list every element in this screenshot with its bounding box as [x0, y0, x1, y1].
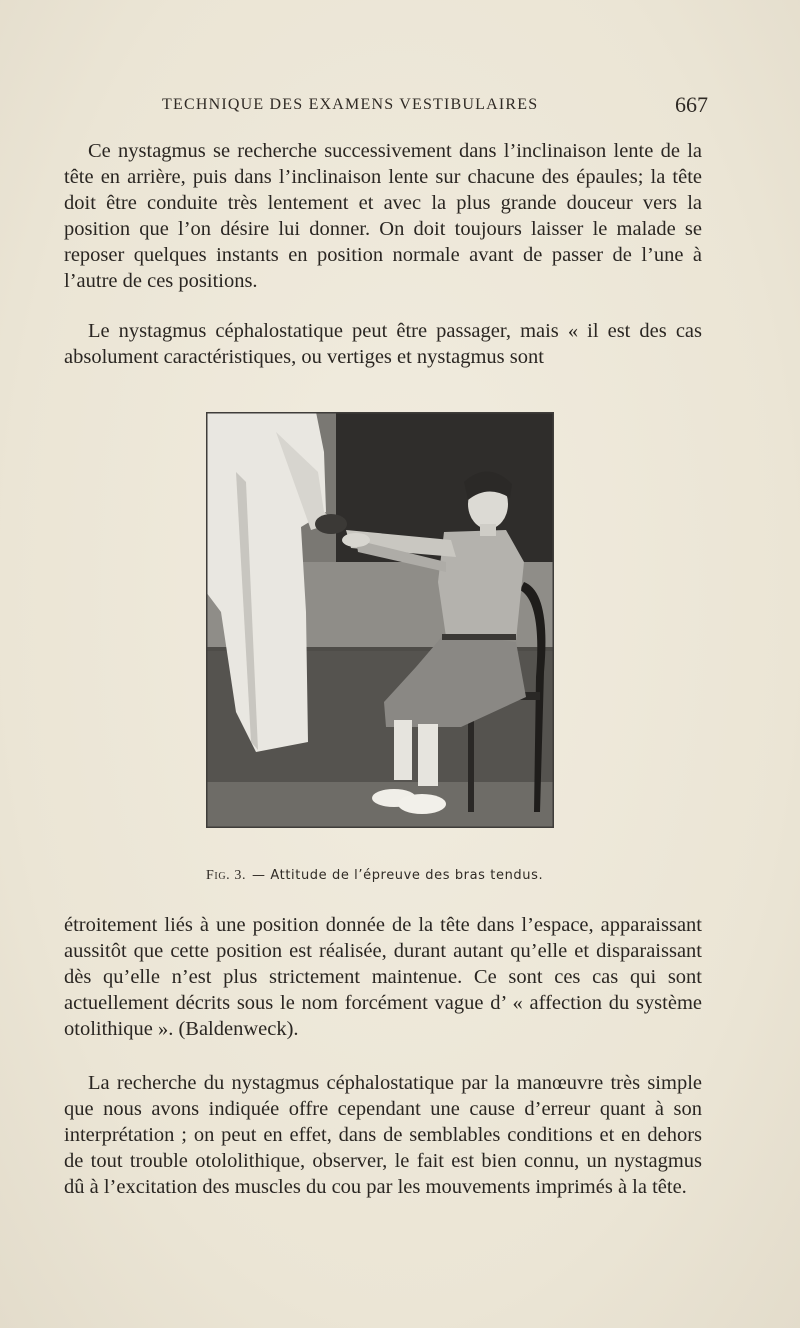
page-header [150, 92, 710, 120]
paragraph: Ce nystagmus se recherche successivement dans l’inclinaison lente de la tête en arrière, puis dans l’inclinaison lente sur chacune des épaules; la tête doit être conduite très lentement et avec la plus grande douceur vers la position que l’on désire lui donner. On doit toujours laisser le malade se reposer quelques instants en position normale avant de passer de l’une à l’autre de ces positions. [64, 140, 702, 292]
figure-photograph [206, 412, 554, 828]
paragraph: La recherche du nystagmus céphalostatique par la manœuvre très simple que nous avons indiquée offre cependant une cause d’erreur quant à son interprétation ; on peut en effet, dans de semblables conditions et en dehors de tout trouble otololithique, observer, le fait est bien connu, un nystagmus dû à l’excitation des muscles du cou par les mouvements imprimés à la tête. [64, 1072, 702, 1198]
page-number: 667 [675, 92, 708, 117]
running-title: TECHNIQUE DES EXAMENS VESTIBULAIRES [162, 96, 539, 113]
photograph-seated-woman-arms-extended [206, 412, 554, 828]
paragraph: Le nystagmus céphalostatique peut être passager, mais « il est des cas absolument caractéristiques, ou vertiges et nystagmus sont [64, 320, 702, 368]
figure-label: Fig. 3. [206, 868, 247, 883]
paragraph: étroitement liés à une position donnée de la tête dans l’espace, apparaissant aussitôt que cette position est réalisée, durant autant qu’elle et disparaissant dès qu’elle n’est plus strictement maintenue. Ce sont ces cas qui sont actuellement décrits sous le nom forcément vague d’ « affection du système otolithique ». (Baldenweck). [64, 914, 702, 1040]
figure-caption-text: — Attitude de l’épreuve des bras tendus. [252, 868, 544, 883]
figure-caption [206, 868, 606, 884]
